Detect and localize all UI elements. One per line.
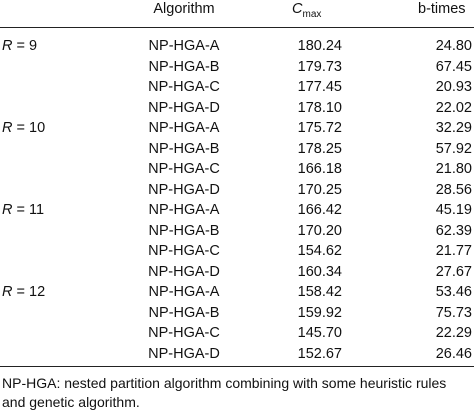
cell-btimes: 32.29 [435,120,472,136]
cell-cmax: 170.25 [297,181,342,198]
cell-btimes: 24.80 [435,38,472,54]
cell-btimes: 62.39 [435,222,472,239]
cell-btimes: 22.02 [435,99,472,116]
bottom-rule [0,366,474,367]
group-label-variable: R [2,202,13,218]
cell-btimes: 28.56 [435,181,472,198]
cell-btimes: 75.73 [435,304,472,321]
cell-algorithm: NP-HGA-C [148,325,220,341]
cell-cmax: 178.10 [297,99,342,116]
cell-algorithm: NP-HGA-B [148,140,220,157]
cell-cmax: 178.25 [297,140,342,157]
cell-algorithm: NP-HGA-D [148,99,220,116]
cell-cmax: 154.62 [297,243,342,259]
table-footnote: NP-HGA: nested partition algorithm combining with some heuristic rules and genetic algorithm. [2,375,447,410]
cell-algorithm: NP-HGA-C [148,161,220,177]
cell-algorithm: NP-HGA-D [148,345,220,362]
cell-algorithm: NP-HGA-A [148,120,220,136]
group-label-value: = 9 [12,38,38,54]
group-label [2,37,37,55]
cell-cmax: 166.42 [297,202,342,218]
cell-algorithm: NP-HGA-A [148,38,220,54]
cell-algorithm: NP-HGA-B [148,304,220,321]
group-label-value: = 10 [12,120,46,136]
cell-btimes: 20.93 [435,79,472,95]
cell-btimes: 22.29 [435,325,472,341]
cell-btimes: 45.19 [435,202,472,218]
cell-btimes: 21.77 [435,243,472,259]
cell-btimes: 67.45 [435,58,472,75]
cell-cmax: 179.73 [297,58,342,75]
cell-cmax: 177.45 [297,79,342,95]
cell-algorithm: NP-HGA-D [148,181,220,198]
header-cmax [292,0,321,24]
header-rule [0,27,474,28]
cell-btimes: 53.46 [435,284,472,300]
group-label-variable: R [2,284,13,300]
cell-algorithm: NP-HGA-D [148,263,220,280]
cell-cmax: 175.72 [297,120,342,136]
group-label-value: = 12 [12,284,46,300]
cell-algorithm: NP-HGA-A [148,284,220,300]
group-label-variable: R [2,120,13,136]
cell-cmax: 152.67 [297,345,342,362]
cell-algorithm: NP-HGA-B [148,222,220,239]
cell-algorithm: NP-HGA-B [148,58,220,75]
cell-btimes: 27.67 [435,263,472,280]
cell-algorithm: NP-HGA-C [148,79,220,95]
group-label-value: = 11 [12,202,45,218]
cell-cmax: 166.18 [297,161,342,177]
group-label-variable: R [2,38,13,54]
cell-btimes: 26.46 [435,345,472,362]
cell-cmax: 180.24 [297,38,342,54]
group-label [2,119,45,137]
header-cmax-symbol: C [292,1,303,17]
header-algorithm: Algorithm [153,1,215,17]
cell-btimes: 21.80 [435,161,472,177]
cell-cmax: 170.20 [297,222,342,239]
group-label [2,201,44,219]
cell-cmax: 159.92 [297,304,342,321]
header-btimes: b-times [418,1,466,17]
cell-cmax: 160.34 [297,263,342,280]
cell-btimes: 57.92 [435,140,472,157]
group-label [2,283,45,301]
cell-cmax: 158.42 [297,284,342,300]
cell-cmax: 145.70 [297,325,342,341]
cell-algorithm: NP-HGA-C [148,243,220,259]
cell-algorithm: NP-HGA-A [148,202,220,218]
header-cmax-subscript: max [302,8,322,20]
